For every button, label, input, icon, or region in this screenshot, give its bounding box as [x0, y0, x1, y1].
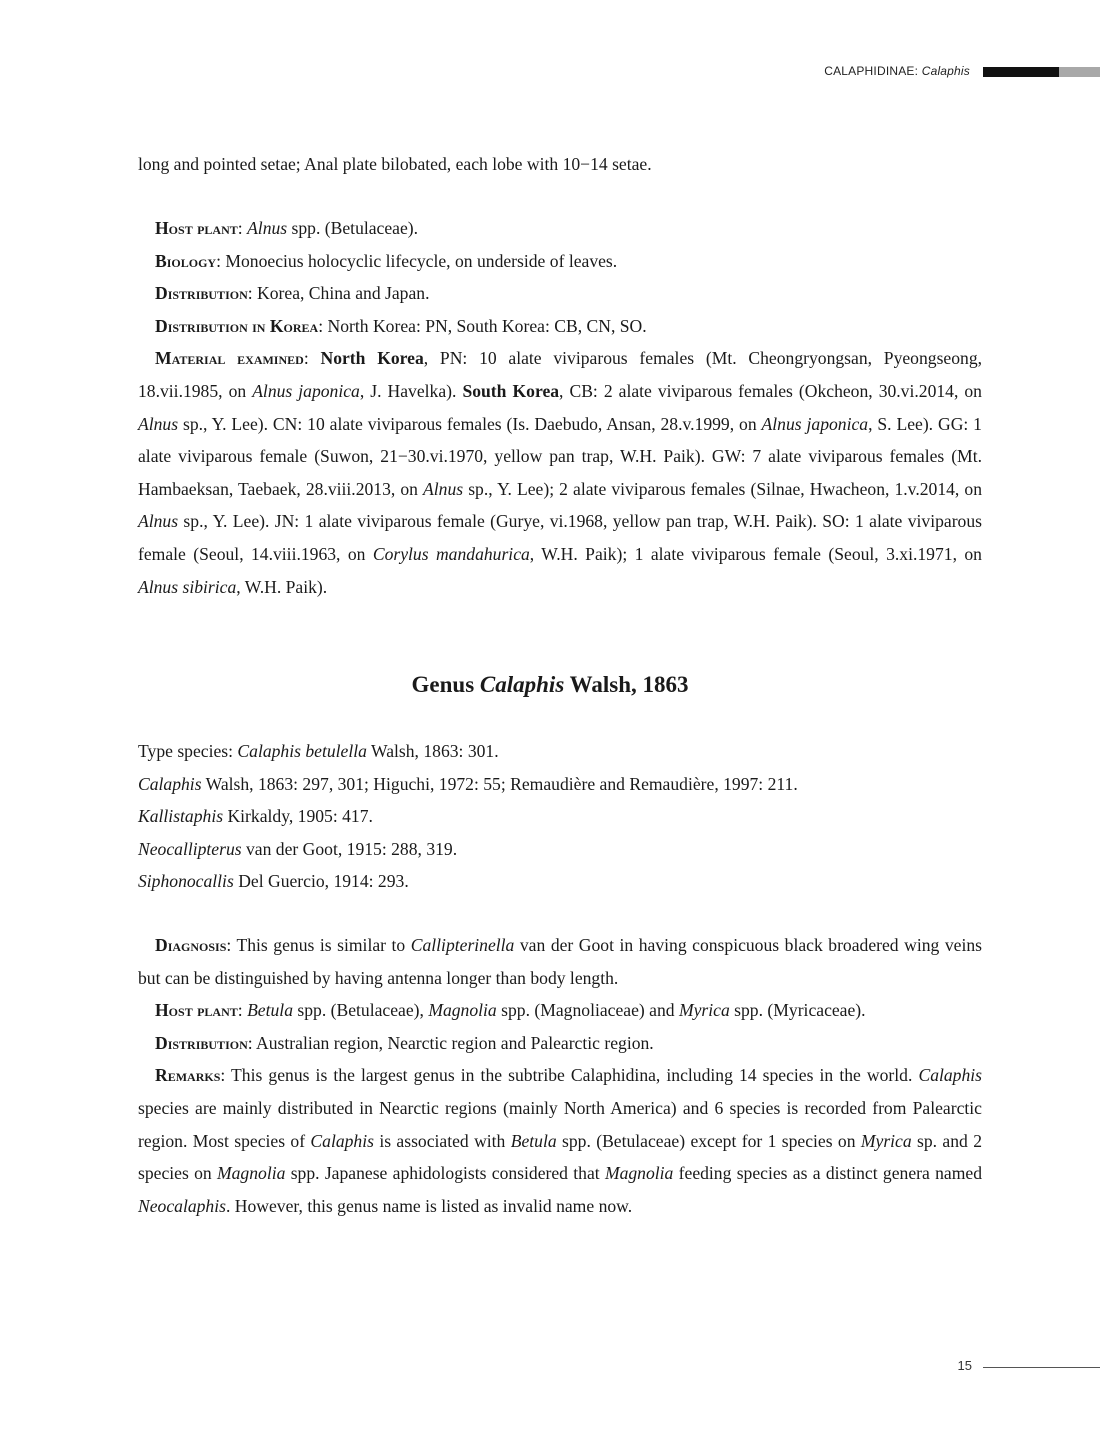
distribution-paragraph: [138, 277, 982, 310]
remarks-taxon: Betula: [510, 1130, 557, 1151]
remarks-text: is associated with: [373, 1130, 511, 1151]
remarks-text: species are mainly distributed in Nearctic regions (mainly North America) and 6 species is recorded from Palearctic region. Most species of: [138, 1097, 982, 1151]
material-text: , PN: 10 alate viviparous females (Mt. Cheongryongsan, Pyeongseong, 18.vii.1985, on: [138, 348, 983, 401]
material-text: , S. Lee). GG: 1 alate viviparous female (Suwon, 21−30.vi.1970, yellow pan trap, W.H. Paik). GW: 7 alate viviparous females (Mt. Hambaeksan, Taebaek, 28.viii.2013, on: [138, 413, 982, 499]
remarks-text: sp. and 2 species on: [138, 1130, 982, 1184]
synonymy-line: [138, 833, 982, 866]
genus-notes-block: [138, 929, 982, 1222]
biology-label: Biology: [155, 250, 217, 271]
synonymy-citation: van der Goot, 1915: 288, 319.: [241, 838, 458, 859]
genus-host-plant-label: Host plant: [155, 1000, 238, 1021]
remarks-text: . However, this genus name is listed as invalid name now.: [225, 1195, 633, 1216]
material-taxon: Corylus mandahurica: [372, 543, 530, 564]
distribution-korea-text: : North Korea: PN, South Korea: CB, CN, SO.: [318, 315, 647, 336]
material-examined-label: Material examined: [155, 348, 304, 369]
host-plant-label: Host plant: [155, 218, 238, 238]
genus-host-plant-paragraph: [138, 994, 982, 1027]
genus-distribution-text: : Australian region, Nearctic region and Palearctic region.: [247, 1032, 654, 1053]
host-plant-taxon: Magnolia: [428, 1000, 497, 1021]
remarks-text: spp. (Betulaceae) except for 1 species on: [556, 1130, 861, 1151]
distribution-korea-paragraph: [138, 310, 982, 343]
genus-heading-prefix: Genus: [411, 672, 480, 697]
running-head-section: CALAPHIDINAE:: [824, 64, 922, 78]
remarks-taxon: Calaphis: [918, 1065, 982, 1086]
host-plant-rest: spp. (Betulaceae).: [287, 218, 419, 238]
distribution-korea-label: Distribution in Korea: [155, 315, 319, 336]
host-plant-text: :: [237, 1000, 248, 1021]
host-plant-genus: Alnus: [247, 218, 288, 238]
running-head-genus: Calaphis: [921, 64, 970, 78]
synonymy-line: [138, 865, 982, 898]
synonymy-citation: Del Guercio, 1914: 293.: [233, 871, 409, 892]
genus-heading-name: Calaphis: [479, 672, 565, 697]
synonymy-line: [138, 735, 982, 768]
remarks-label: Remarks: [155, 1065, 221, 1086]
host-plant-text: spp. (Myricaceae).: [729, 1000, 866, 1021]
material-examined-paragraph: Material examined: North Korea, PN: 10 alate viviparous females (Mt. Cheongryongsan, Pyeongseong, 18.vii.1985, on Alnus japonica, J. Havelka). South Korea, CB: 2 alate viviparous females (Okcheon, 30.vi.2014, on Alnus sp., Y. Lee). CN: 10 alate viviparous females (Is. Daebudo, Ansan, 28.v.1999, on Alnus japonica, S. Lee). GG: 1 alate viviparous female (Suwon, 21−30.vi.1970, yellow pan trap, W.H. Paik). GW: 7 alate viviparous females (Mt. Hambaeksan, Taebaek, 28.viii.2013, on Alnus sp., Y. Lee); 2 alate viviparous females (Silnae, Hwacheon, 1.v.2014, on Alnus sp., Y. Lee). JN: 1 alate viviparous female (Gurye, vi.1968, yellow pan trap, W.H. Paik). SO: 1 alate viviparous female (Seoul, 14.viii.1963, on Corylus mandahurica, W.H. Paik); 1 alate viviparous female (Seoul, 3.xi.1971, on Alnus sibirica, W.H. Paik).: [138, 348, 983, 597]
diagnosis-taxon: Callipterinella: [410, 935, 515, 955]
diagnosis-text: van der Goot in having conspicuous black broadered wing veins but can be distinguished by having antenna longer than body length.: [138, 935, 982, 988]
distribution-label: Distribution: [155, 283, 248, 304]
distribution-text: : Korea, China and Japan.: [247, 283, 430, 304]
species-notes-block: [138, 212, 982, 603]
header-bar-dark: [983, 67, 1059, 77]
synonymy-taxon: Kallistaphis: [138, 806, 224, 827]
biology-text: : Monoecius holocyclic lifecycle, on underside of leaves.: [216, 250, 618, 271]
synonymy-taxon: Calaphis: [138, 773, 202, 794]
species-continuation-block: [138, 148, 982, 181]
synonymy-citation: Walsh, 1863: 301.: [366, 741, 499, 761]
continuation-line: long and pointed setae; Anal plate bilobated, each lobe with 10−14 setae.: [138, 154, 652, 174]
material-taxon: Alnus: [138, 413, 179, 434]
running-head: [824, 64, 970, 78]
remarks-taxon: Calaphis: [310, 1130, 374, 1151]
host-plant-taxon: Betula: [247, 1000, 293, 1021]
host-plant-taxon: Myrica: [678, 1000, 730, 1021]
synonymy-prefix: Type species:: [138, 741, 238, 761]
diagnosis-text: : This genus is similar to: [226, 935, 411, 955]
host-plant-text: spp. (Betulaceae),: [293, 1000, 429, 1021]
remarks-text: feeding species as a distinct genera named: [673, 1163, 982, 1184]
genus-distribution-label: Distribution: [155, 1032, 248, 1053]
synonymy-taxon: Siphonocallis: [138, 871, 234, 892]
north-korea-label: North Korea: [320, 348, 424, 369]
remarks-taxon: Magnolia: [216, 1163, 286, 1184]
synonymy-citation: Walsh, 1863: 297, 301; Higuchi, 1972: 55; Remaudière and Remaudière, 1997: 211.: [201, 773, 798, 794]
header-bar-light: [1059, 67, 1100, 77]
synonymy-line: [138, 768, 982, 801]
material-taxon: Alnus: [423, 478, 464, 499]
south-korea-label: South Korea: [462, 380, 560, 401]
remarks-taxon: Myrica: [860, 1130, 912, 1151]
biology-paragraph: [138, 245, 982, 278]
material-taxon: Alnus: [138, 511, 179, 532]
genus-heading: [0, 672, 1100, 698]
material-text: sp., Y. Lee). JN: 1 alate viviparous female (Gurye, vi.1968, yellow pan trap, W.H. Paik). SO: 1 alate viviparous female (Seoul, 14.viii.1963, on: [138, 511, 982, 564]
genus-distribution-paragraph: [138, 1027, 982, 1060]
material-taxon: Alnus japonica: [252, 380, 360, 401]
synonymy-list: [138, 735, 982, 898]
synonymy-line: [138, 800, 982, 833]
material-taxon: Alnus sibirica: [138, 576, 237, 597]
material-taxon: Alnus japonica: [761, 413, 869, 434]
material-text: , W.H. Paik).: [236, 576, 328, 597]
diagnosis-label: Diagnosis: [155, 935, 227, 955]
remarks-text: spp. Japanese aphidologists considered that: [285, 1163, 605, 1184]
synonymy-taxon: Neocallipterus: [138, 838, 242, 859]
material-text: , W.H. Paik); 1 alate viviparous female (Seoul, 3.xi.1971, on: [529, 543, 982, 564]
material-text: sp., Y. Lee). CN: 10 alate viviparous females (Is. Daebudo, Ansan, 28.v.1999, on: [178, 413, 762, 434]
remarks-taxon: Magnolia: [604, 1163, 674, 1184]
material-text: , J. Havelka).: [359, 380, 463, 401]
material-text: sp., Y. Lee); 2 alate viviparous females (Silnae, Hwacheon, 1.v.2014, on: [463, 478, 982, 499]
remarks-taxon: Neocalaphis: [138, 1195, 226, 1216]
genus-heading-author: Walsh, 1863: [564, 672, 689, 697]
remarks-text: : This genus is the largest genus in the subtribe Calaphidina, including 14 species in the world.: [220, 1065, 919, 1086]
footer-rule: [983, 1367, 1100, 1368]
synonymy-citation: Kirkaldy, 1905: 417.: [223, 806, 373, 827]
synonymy-taxon: Calaphis betulella: [237, 741, 367, 761]
material-text: , CB: 2 alate viviparous females (Okcheon, 30.vi.2014, on: [559, 380, 982, 401]
page-number: 15: [957, 1358, 972, 1373]
host-plant-paragraph: Host plant: Alnus spp. (Betulaceae).: [155, 218, 419, 238]
host-plant-text: spp. (Magnoliaceae) and: [496, 1000, 679, 1021]
remarks-paragraph: [138, 1059, 982, 1222]
diagnosis-paragraph: [138, 929, 982, 994]
